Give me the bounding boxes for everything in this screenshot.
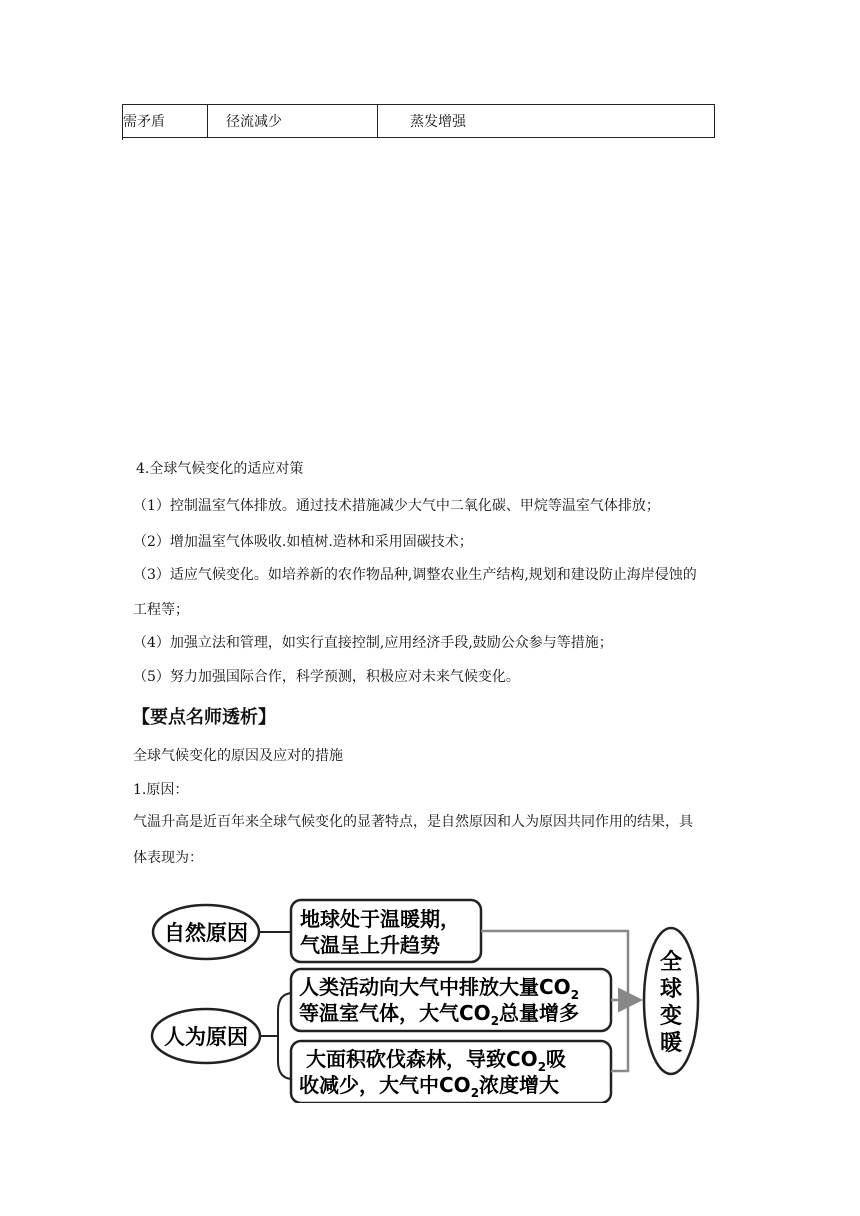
deforestation-line-2: 收减少，大气中$CO_2$浓度增大 (299, 1073, 560, 1100)
emission-line-2: 等温室气体，大气$CO_2$总量增多 (299, 1001, 580, 1028)
emission-line-1: 人类活动向大气中排放大量$CO_2$ (299, 975, 580, 1002)
measure-item-5: （5）努力加强国际合作，科学预测，积极应对未来气候变化。 (133, 669, 520, 685)
measure-item-1: （1）控制温室气体排放。通过技术措施减少大气中二氧化碳、甲烷等温室气体排放； (133, 498, 660, 514)
table-cell-1: 需矛盾 (123, 105, 208, 137)
body-text-line-2: 体表现为： (133, 850, 203, 866)
table-cell-2: 径流减少 (208, 105, 378, 137)
subtitle: 全球气候变化的原因及应对的措施 (133, 748, 343, 764)
section-heading: 【要点名师透析】 (132, 707, 276, 728)
natural-detail-line-1: 地球处于温暖期， (300, 907, 460, 931)
natural-cause-label: 自然原因 (164, 921, 248, 945)
measure-item-3: （3）适应气候变化。如培养新的农作物品种,调整农业生产结构,规划和建设防止海岸侵蚀的 (133, 567, 697, 583)
measure-item-3-cont: 工程等； (133, 602, 189, 618)
human-cause-label: 人为原因 (164, 1025, 248, 1049)
table-cell-3: 蒸发增强 (410, 114, 466, 130)
measure-item-4: （4）加强立法和管理，如实行直接控制,应用经济手段,鼓励公众参与等措施； (133, 635, 613, 651)
result-char-3: 变 (659, 1004, 683, 1029)
natural-detail-line-2: 气温呈上升趋势 (300, 933, 440, 957)
measure-item-2: （2）增加温室气体吸收.如植树.造林和采用固碳技术； (133, 534, 473, 550)
result-char-2: 球 (659, 977, 683, 1002)
data-table-row (123, 104, 715, 138)
result-char-4: 暖 (659, 1031, 683, 1056)
cause-diagram (150, 893, 700, 1103)
point-1: 1.原因： (133, 782, 189, 798)
body-text-line-1: 气温升高是近百年来全球气候变化的显著特点，是自然原因和人为原因共同作用的结果，具 (133, 814, 693, 830)
human-brace (260, 993, 293, 1079)
result-char-1: 全 (659, 950, 683, 975)
section-title: 4.全球气候变化的适应对策 (136, 461, 304, 477)
deforestation-line-1: 大面积砍伐森林，导致$CO_2$吸 (306, 1047, 567, 1074)
